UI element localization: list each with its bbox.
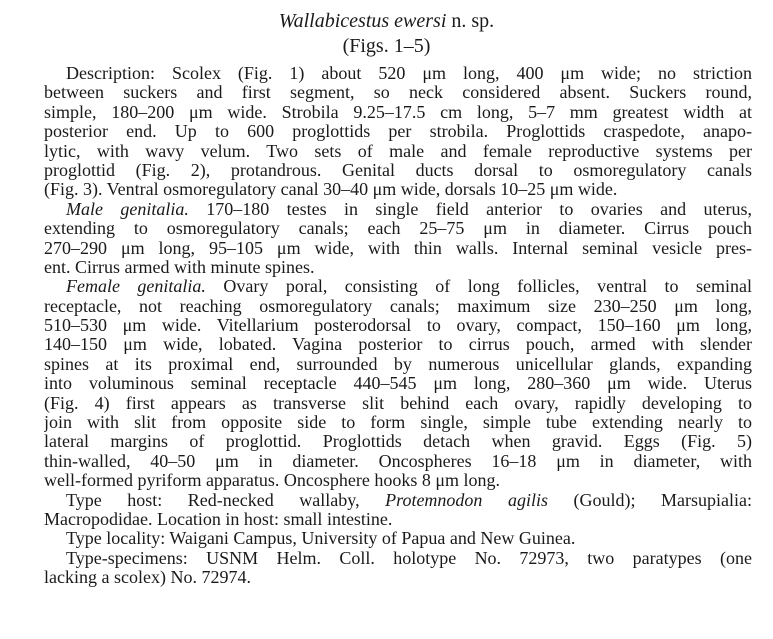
male-genitalia-paragraph xyxy=(44,200,752,278)
text-segment: posterior end. Up to 600 proglottids per strobila. Proglottids craspedote, anapo- xyxy=(44,122,752,142)
female-genitalia-paragraph xyxy=(44,277,752,490)
type-host-paragraph xyxy=(44,491,752,530)
text-segment: (Gould); Marsupialia: xyxy=(547,490,752,510)
text-line xyxy=(44,180,752,199)
text-line xyxy=(44,568,752,587)
text-line xyxy=(44,394,752,413)
text-line xyxy=(44,491,752,510)
text-segment: 270–290 μm long, 95–105 μm wide, with thin walls. Internal seminal vesicle pres- xyxy=(44,238,752,258)
text-segment: receptacle, not reaching osmoregulatory canals; maximum size 230–250 μm long, xyxy=(44,296,752,316)
text-segment: thin-walled, 40–50 μm in diameter. Oncospheres 16–18 μm in diameter, with xyxy=(44,451,752,471)
text-segment: simple, 180–200 μm wide. Strobila 9.25–17.5 cm long, 5–7 mm greatest width at xyxy=(44,102,752,122)
text-segment: proglottid (Fig. 2), protandrous. Genital ducts dorsal to osmoregulatory canals xyxy=(44,160,752,180)
text-segment: Description: Scolex (Fig. 1) about 520 μm long, 400 μm wide; no striction xyxy=(66,64,752,83)
description-body xyxy=(44,64,752,588)
text-line xyxy=(44,142,752,161)
type-locality-paragraph xyxy=(44,529,752,548)
figure-reference: (Figs. 1–5) xyxy=(342,35,431,57)
text-segment: Macropodidae. Location in host: small intestine. xyxy=(44,509,393,529)
text-line xyxy=(44,122,752,141)
text-segment: well-formed pyriform apparatus. Oncosphere hooks 8 μm long. xyxy=(44,471,501,491)
text-segment: join with slit from opposite side to form single, simple tube extending nearly to xyxy=(44,413,752,433)
italic-text: Protemnodon agilis xyxy=(385,490,548,510)
text-line xyxy=(44,432,752,451)
text-segment: 510–530 μm wide. Vitellarium posterodorsal to ovary, compact, 150–160 μm long, xyxy=(44,316,752,336)
text-line xyxy=(44,258,752,277)
species-name: Wallabicestus ewersi xyxy=(278,10,447,32)
species-suffix: n. sp. xyxy=(446,10,495,32)
text-line xyxy=(44,529,752,548)
text-segment: 140–150 μm wide, lobated. Vagina posterior to cirrus pouch, armed with slender xyxy=(44,335,752,355)
text-line xyxy=(44,219,752,238)
text-segment: lateral margins of proglottid. Proglottids detach when gravid. Eggs (Fig. 5) xyxy=(44,432,752,452)
text-line xyxy=(44,161,752,180)
text-segment: extending to osmoregulatory canals; each 25–75 μm in diameter. Cirrus pouch xyxy=(44,219,752,239)
text-line xyxy=(44,103,752,122)
text-line xyxy=(44,471,752,490)
text-segment: lytic, with wavy velum. Two sets of male and female reproductive systems per xyxy=(44,141,752,161)
text-segment: Ovary poral, consisting of long follicles, ventral to seminal xyxy=(205,277,752,297)
text-segment: spines at its proximal end, surrounded by numerous unicellular glands, expanding xyxy=(44,354,752,374)
text-segment: Type-specimens: USNM Helm. Coll. holotype No. 72973, two paratypes (one xyxy=(66,548,752,568)
italic-text: Female genitalia. xyxy=(66,277,206,297)
text-line xyxy=(44,83,752,102)
text-segment: between suckers and first segment, so neck considered absent. Suckers round, xyxy=(44,83,752,103)
text-line xyxy=(44,64,752,83)
text-line xyxy=(44,277,752,296)
text-segment: 170–180 testes in single field anterior to ovaries and uterus, xyxy=(188,199,752,219)
text-segment: Type host: Red-necked wallaby, xyxy=(66,490,386,510)
description-paragraph xyxy=(44,64,752,200)
italic-text: Male genitalia. xyxy=(66,199,189,219)
text-line xyxy=(44,510,752,529)
text-line xyxy=(44,239,752,258)
text-segment: into voluminous seminal receptacle 440–545 μm long, 280–360 μm wide. Uterus xyxy=(44,374,752,394)
text-line xyxy=(44,335,752,354)
text-segment: ent. Cirrus armed with minute spines. xyxy=(44,257,315,277)
text-line xyxy=(44,200,752,219)
text-line xyxy=(44,549,752,568)
species-heading xyxy=(0,9,773,33)
text-line xyxy=(44,355,752,374)
text-line xyxy=(44,413,752,432)
text-line xyxy=(44,452,752,471)
text-line xyxy=(44,316,752,335)
type-specimens-paragraph xyxy=(44,549,752,588)
text-segment: lacking a scolex) No. 72974. xyxy=(44,568,251,588)
text-segment: Type locality: Waigani Campus, University of Papua and New Guinea. xyxy=(66,529,576,549)
text-segment: (Fig. 3). Ventral osmoregulatory canal 30–40 μm wide, dorsals 10–25 μm wide. xyxy=(44,180,618,200)
text-line xyxy=(44,297,752,316)
text-segment: (Fig. 4) first appears as transverse slit behind each ovary, rapidly developing to xyxy=(44,393,752,413)
text-line xyxy=(44,374,752,393)
